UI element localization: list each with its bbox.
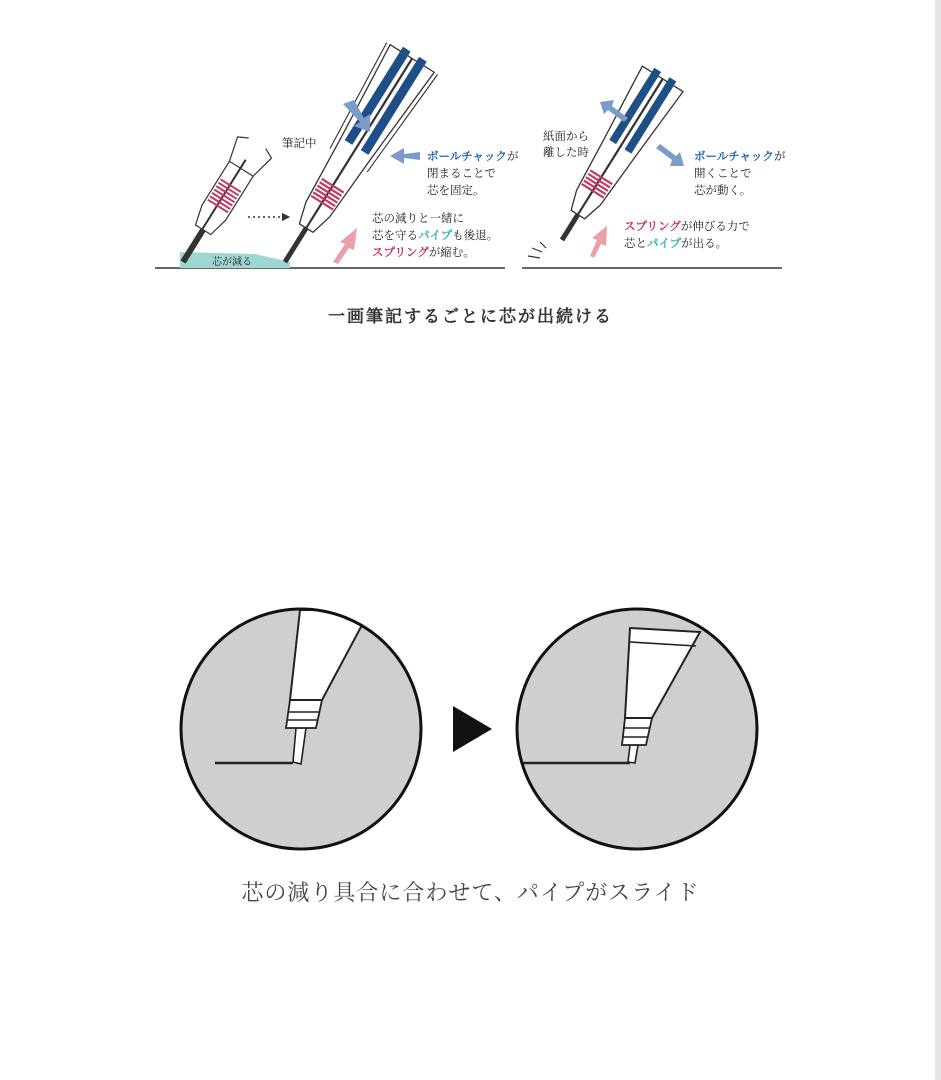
circle-after (517, 609, 757, 849)
pipe-retract-arrow (333, 228, 357, 264)
lift-label-line1: 紙面から (543, 129, 589, 143)
chuck-open-label-line2: 開くことで (694, 166, 752, 180)
chuck-label-tail: が (506, 149, 519, 163)
chuck-open-label-tail: が (773, 149, 786, 163)
pipe-label-a: 芯を守る (372, 228, 418, 242)
next-triangle-icon (453, 706, 492, 752)
bottom-caption: 芯の減り具合に合わせて、パイプがスライド (241, 881, 700, 906)
circle-before (181, 609, 421, 849)
spring-label-b: が縮む。 (428, 245, 475, 259)
chuck-label-blue: ボールチャック (427, 149, 507, 163)
spring-extend-label-pink: スプリング (624, 219, 681, 233)
pipe-label-b: も後退。 (452, 228, 499, 242)
wear-label: 芯が減る (212, 257, 252, 268)
top-right-scene (522, 62, 786, 268)
svg-text:スプリングが伸びる力で (624, 219, 750, 233)
lead-extend-arrow (590, 226, 607, 258)
svg-text:芯とパイプが出る。 (624, 236, 727, 250)
top-caption: 一画筆記するごとに芯が出続ける (328, 307, 613, 327)
svg-text:スプリングが縮む。 (372, 245, 475, 259)
spring-extend-label-teal: パイプ (647, 236, 682, 250)
pipe-label-line1: 芯の減りと一緒に (372, 211, 464, 225)
chuck-label-line2: 閉まることで (427, 166, 496, 180)
svg-text:芯を守るパイプも後退。 (372, 228, 498, 242)
spring-extend-label-c: が出る。 (681, 236, 728, 250)
svg-text:ボールチャックが (427, 149, 519, 163)
spring-extend-label-b: が伸びる力で (680, 219, 750, 233)
small-pencil (166, 133, 274, 273)
writing-label: 筆記中 (282, 136, 317, 150)
lift-label-line2: 離した時 (543, 145, 589, 159)
lift-motion-ticks (528, 242, 546, 258)
svg-text:ボールチャックが (694, 149, 786, 163)
chuck-label-line3: 芯を固定。 (427, 183, 485, 197)
chuck-open-label-line3: 芯が動く。 (694, 183, 752, 197)
pipe-label-teal: パイプ (418, 228, 453, 242)
spring-label-pink: スプリング (372, 245, 429, 259)
chuck-open-label-blue: ボールチャック (694, 149, 774, 163)
spring-extend-label-a: 芯と (624, 236, 647, 250)
top-left-scene (155, 38, 519, 278)
